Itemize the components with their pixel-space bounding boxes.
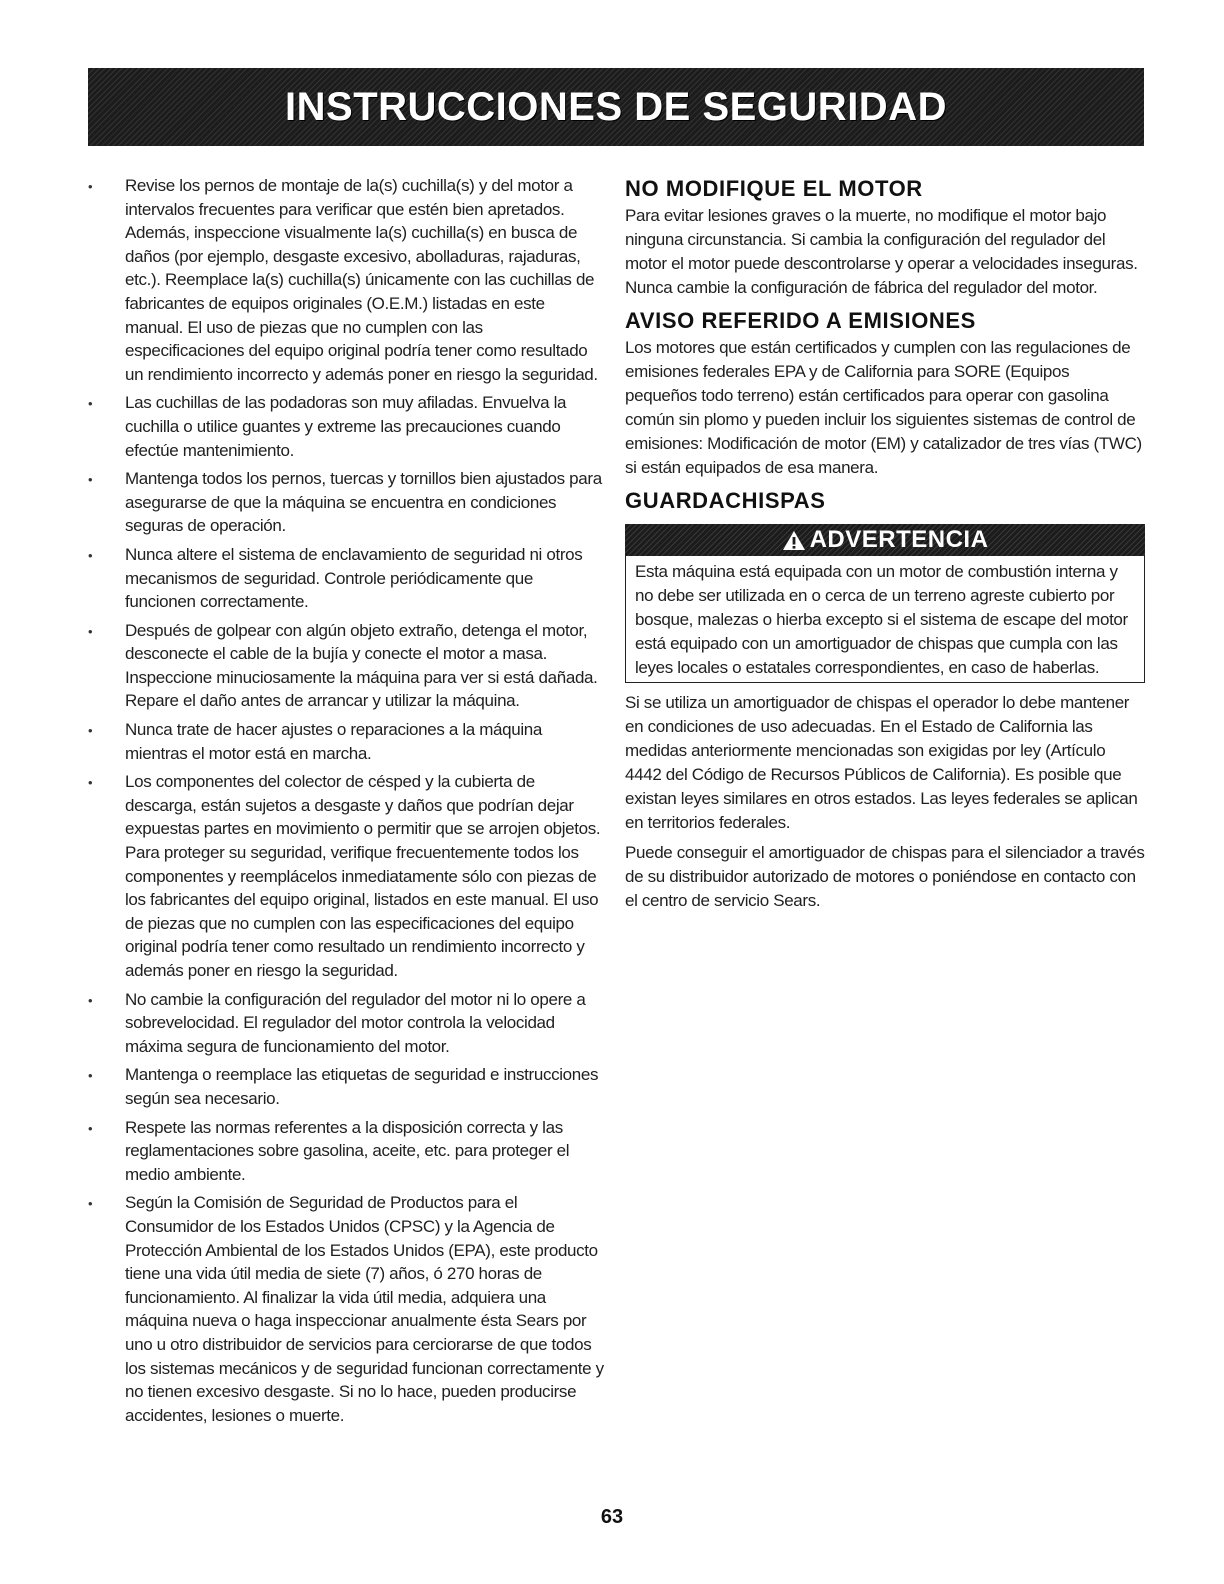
section-title-banner bbox=[88, 68, 1144, 146]
emissions-heading: AVISO REFERIDO A EMISIONES bbox=[625, 308, 976, 333]
motor-paragraph: Para evitar lesiones graves o la muerte, no modifique el motor bajo ninguna circunstancia. Si cambia la configuración del regulador del motor el motor puede descontrolarse y operar a velocidades inseguras. Nunca cambie la configuración de fábrica del regulador del motor. bbox=[625, 206, 1138, 297]
list-item: • Los componentes del colector de césped y la cubierta de descarga, están sujetos a desgaste y daños que podrían dejar expuestas partes en movimiento o permitir que se arrojen objetos. Para proteger su seguridad, verifique frecuentemente todos los componentes y reemplácelos inmediatamente sólo con piezas de los fabricantes del equipo original, listados en este manual. El uso de piezas que no cumplen con las especificaciones del equipo original podría tener como resultado un rendimiento incorrecto y además poner en riesgo la seguridad. bbox=[88, 772, 601, 980]
list-item: • Mantenga o reemplace las etiquetas de seguridad e instrucciones según sea necesario. bbox=[88, 1065, 599, 1108]
list-item: • Revise los pernos de montaje de la(s) cuchilla(s) y del motor a intervalos frecuentes para verificar que estén bien apretados. Además, inspeccione visualmente la(s) cuchilla(s) en busca de daños (por ejemplo, desgaste excesivo, abolladuras, rajaduras, etc.). Reemplace la(s) cuchilla(s) únicamente con las cuchillas de fabricantes de equipos originales (O.E.M.) listadas en este manual. El uso de piezas que no cumplen con las especificaciones del equipo original podría tener como resultado un rendimiento incorrecto y además poner en riesgo la seguridad. bbox=[88, 176, 598, 384]
list-item: • Según la Comisión de Seguridad de Productos para el Consumidor de los Estados Unidos (CPSC) y la Agencia de Protección Ambiental de los Estados Unidos (EPA), este producto tiene una vida útil media de siete (7) años, ó 270 horas de funcionamiento. Al finalizar la vida útil media, adquiera una máquina nueva o haga inspeccionar anualmente ésta Sears por uno u otro distribuidor de servicios para cerciorarse de que todos los sistemas mecánicos y de seguridad funcionan correctamente y no tienen excesivo desgaste. Si no lo hace, pueden producirse accidentes, lesiones o muerte. bbox=[88, 1193, 604, 1425]
list-item: • No cambie la configuración del regulador del motor ni lo opere a sobrevelocidad. El regulador del motor controla la velocidad máxima segura de funcionamiento del motor. bbox=[88, 989, 586, 1056]
list-item: • Las cuchillas de las podadoras son muy afiladas. Envuelva la cuchilla o utilice guantes y extreme las precauciones cuando efectúe mantenimiento. bbox=[88, 393, 567, 460]
bullet-icon: • bbox=[88, 1068, 93, 1084]
bullet-icon: • bbox=[88, 775, 93, 791]
list-item: • Mantenga todos los pernos, tuercas y tornillos bien ajustados para asegurarse de que la máquina se encuentra en condiciones seguras de operación. bbox=[88, 469, 602, 536]
list-item: • Nunca trate de hacer ajustes o reparaciones a la máquina mientras el motor está en marcha. bbox=[88, 720, 542, 763]
left-column bbox=[88, 174, 606, 1432]
list-item: • Después de golpear con algún objeto extraño, detenga el motor, desconecte el cable de la bujía y conecte el motor a masa. Inspeccione minuciosamente la máquina para ver si está dañada. Repare el daño antes de arrancar y utilizar la máquina. bbox=[88, 620, 598, 711]
page-number: 63 bbox=[600, 1506, 624, 1528]
bullet-icon: • bbox=[88, 396, 93, 412]
bullet-icon: • bbox=[88, 472, 93, 488]
right-column bbox=[625, 174, 1145, 919]
page-title: INSTRUCCIONES DE SEGURIDAD bbox=[285, 84, 947, 129]
spark-arrester-paragraph: Puede conseguir el amortiguador de chispas para el silenciador a través de su distribuidor autorizado de motores o poniéndose en contacto con el centro de servicio Sears. bbox=[625, 843, 1145, 910]
motor-heading: NO MODIFIQUE EL MOTOR bbox=[625, 176, 923, 201]
bullet-icon: • bbox=[88, 547, 93, 563]
bullet-icon: • bbox=[88, 179, 93, 194]
list-item: • Respete las normas referentes a la disposición correcta y las reglamentaciones sobre gasolina, aceite, etc. para proteger el medio ambiente. bbox=[88, 1117, 570, 1184]
warning-header bbox=[625, 524, 1145, 556]
bullet-icon: • bbox=[88, 723, 93, 739]
bullet-icon: • bbox=[88, 992, 93, 1008]
warning-triangle-icon bbox=[782, 530, 806, 551]
spark-arrester-paragraph: Si se utiliza un amortiguador de chispas el operador lo debe mantener en condiciones de uso adecuadas. En el Estado de California las medidas anteriormente mencionadas son exigidas por ley (Artículo 4442 del Código de Recursos Públicos de California). Es posible que existan leyes similares en otros estados. Las leyes federales se aplican en territorios federales. bbox=[625, 693, 1138, 832]
warning-box bbox=[625, 556, 1145, 683]
safety-bullet-list bbox=[88, 174, 606, 1427]
bullet-icon: • bbox=[88, 623, 93, 639]
warning-text: Esta máquina está equipada con un motor de combustión interna y no debe ser utilizada en o cerca de un terreno agreste cubierto por bosque, malezas o hierba excepto si el sistema de escape del motor está equipado con un amortiguador de chispas que cumpla con las leyes locales o estatales correspondientes, en caso de haberlas. bbox=[635, 562, 1128, 677]
warning-label: ADVERTENCIA bbox=[809, 526, 989, 553]
spark-arrester-heading: GUARDACHISPAS bbox=[625, 488, 826, 513]
emissions-paragraph: Los motores que están certificados y cumplen con las regulaciones de emisiones federales EPA y de California para SORE (Equipos pequeños todo terreno) están certificados para operar con gasolina común sin plomo y pueden incluir los siguientes sistemas de control de emisiones: Modificación de motor (EM) y catalizador de tres vías (TWC) si están equipados de esa manera. bbox=[625, 338, 1142, 477]
bullet-icon: • bbox=[88, 1120, 93, 1136]
bullet-icon: • bbox=[88, 1196, 93, 1212]
list-item: • Nunca altere el sistema de enclavamiento de seguridad ni otros mecanismos de seguridad. Controle periódicamente que funcionen correctamente. bbox=[88, 544, 583, 612]
